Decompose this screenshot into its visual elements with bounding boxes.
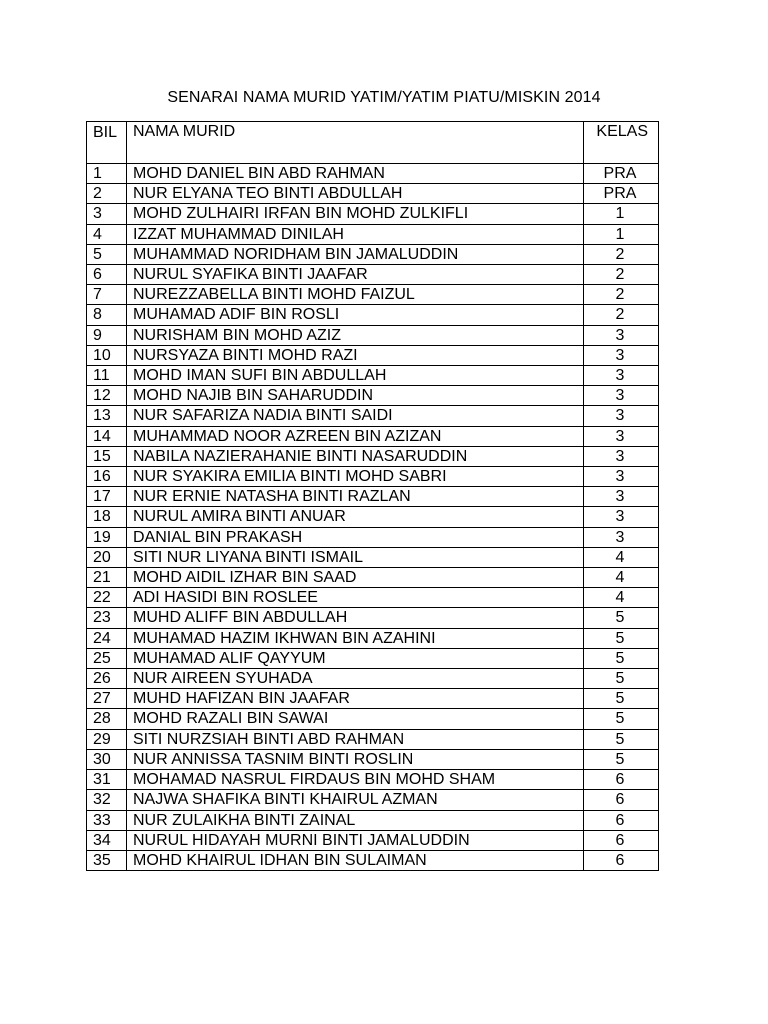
- row-number: 25: [87, 648, 127, 668]
- table-row: [87, 770, 659, 790]
- table-header-row: [87, 122, 659, 164]
- table-row: [87, 749, 659, 769]
- table-row: [87, 164, 659, 184]
- student-class: 5: [584, 689, 659, 709]
- table-row: [87, 265, 659, 285]
- table-row: [87, 244, 659, 264]
- student-class: PRA: [584, 184, 659, 204]
- table-row: [87, 669, 659, 689]
- row-number: 1: [87, 164, 127, 184]
- student-class: 5: [584, 608, 659, 628]
- student-class: PRA: [584, 164, 659, 184]
- table-row: [87, 547, 659, 567]
- student-name: DANIAL BIN PRAKASH: [127, 527, 584, 547]
- table-row: [87, 850, 659, 870]
- table-row: [87, 285, 659, 305]
- student-class: 1: [584, 224, 659, 244]
- table-row: [87, 527, 659, 547]
- column-header-name: NAMA MURID: [127, 122, 584, 164]
- student-class: 3: [584, 386, 659, 406]
- student-name: NURUL AMIRA BINTI ANUAR: [127, 507, 584, 527]
- row-number: 14: [87, 426, 127, 446]
- student-name: MUHD HAFIZAN BIN JAAFAR: [127, 689, 584, 709]
- student-class: 3: [584, 467, 659, 487]
- row-number: 4: [87, 224, 127, 244]
- student-class: 3: [584, 527, 659, 547]
- table-row: [87, 184, 659, 204]
- student-class: 1: [584, 204, 659, 224]
- table-row: [87, 305, 659, 325]
- student-name: NUR ANNISSA TASNIM BINTI ROSLIN: [127, 749, 584, 769]
- student-name: MUHAMMAD NORIDHAM BIN JAMALUDDIN: [127, 244, 584, 264]
- student-class: 6: [584, 790, 659, 810]
- student-name: MOHD NAJIB BIN SAHARUDDIN: [127, 386, 584, 406]
- student-name: MOHD RAZALI BIN SAWAI: [127, 709, 584, 729]
- student-name: MOHD ZULHAIRI IRFAN BIN MOHD ZULKIFLI: [127, 204, 584, 224]
- table-row: [87, 830, 659, 850]
- student-name: IZZAT MUHAMMAD DINILAH: [127, 224, 584, 244]
- row-number: 26: [87, 669, 127, 689]
- table-row: [87, 790, 659, 810]
- student-name: MOHD IMAN SUFI BIN ABDULLAH: [127, 366, 584, 386]
- student-name: MOHD AIDIL IZHAR BIN SAAD: [127, 568, 584, 588]
- student-class: 5: [584, 669, 659, 689]
- table-row: [87, 608, 659, 628]
- table-row: [87, 386, 659, 406]
- column-header-bil: BIL: [87, 122, 127, 164]
- row-number: 29: [87, 729, 127, 749]
- student-class: 2: [584, 244, 659, 264]
- student-class: 3: [584, 406, 659, 426]
- student-class: 5: [584, 749, 659, 769]
- student-class: 3: [584, 446, 659, 466]
- table-body: [87, 164, 659, 871]
- row-number: 23: [87, 608, 127, 628]
- student-class: 4: [584, 568, 659, 588]
- student-class: 2: [584, 285, 659, 305]
- student-class: 6: [584, 830, 659, 850]
- row-number: 16: [87, 467, 127, 487]
- row-number: 27: [87, 689, 127, 709]
- student-name: MOHAMAD NASRUL FIRDAUS BIN MOHD SHAM: [127, 770, 584, 790]
- table-row: [87, 325, 659, 345]
- student-name: NUR ZULAIKHA BINTI ZAINAL: [127, 810, 584, 830]
- student-class: 3: [584, 426, 659, 446]
- table-row: [87, 487, 659, 507]
- student-name: MUHAMAD ALIF QAYYUM: [127, 648, 584, 668]
- row-number: 13: [87, 406, 127, 426]
- student-name: NUR AIREEN SYUHADA: [127, 669, 584, 689]
- table-row: [87, 426, 659, 446]
- table-row: [87, 729, 659, 749]
- student-name: MUHAMMAD NOOR AZREEN BIN AZIZAN: [127, 426, 584, 446]
- table-row: [87, 709, 659, 729]
- student-class: 2: [584, 305, 659, 325]
- table-row: [87, 224, 659, 244]
- row-number: 34: [87, 830, 127, 850]
- student-name: NURUL HIDAYAH MURNI BINTI JAMALUDDIN: [127, 830, 584, 850]
- row-number: 2: [87, 184, 127, 204]
- row-number: 30: [87, 749, 127, 769]
- row-number: 12: [87, 386, 127, 406]
- student-class: 4: [584, 547, 659, 567]
- row-number: 21: [87, 568, 127, 588]
- row-number: 3: [87, 204, 127, 224]
- student-name: NUR SAFARIZA NADIA BINTI SAIDI: [127, 406, 584, 426]
- row-number: 28: [87, 709, 127, 729]
- table-row: [87, 689, 659, 709]
- row-number: 32: [87, 790, 127, 810]
- table-row: [87, 810, 659, 830]
- student-class: 3: [584, 325, 659, 345]
- table-row: [87, 467, 659, 487]
- table-row: [87, 507, 659, 527]
- student-class: 6: [584, 810, 659, 830]
- row-number: 5: [87, 244, 127, 264]
- table-row: [87, 568, 659, 588]
- row-number: 19: [87, 527, 127, 547]
- table-row: [87, 588, 659, 608]
- student-class: 2: [584, 265, 659, 285]
- student-name: NUR ERNIE NATASHA BINTI RAZLAN: [127, 487, 584, 507]
- table-row: [87, 366, 659, 386]
- student-name: NURSYAZA BINTI MOHD RAZI: [127, 345, 584, 365]
- student-class: 5: [584, 729, 659, 749]
- table-row: [87, 648, 659, 668]
- student-class: 3: [584, 345, 659, 365]
- student-name: MUHD ALIFF BIN ABDULLAH: [127, 608, 584, 628]
- row-number: 9: [87, 325, 127, 345]
- student-class: 3: [584, 366, 659, 386]
- student-name: NURUL SYAFIKA BINTI JAAFAR: [127, 265, 584, 285]
- table-row: [87, 446, 659, 466]
- row-number: 31: [87, 770, 127, 790]
- student-name: NAJWA SHAFIKA BINTI KHAIRUL AZMAN: [127, 790, 584, 810]
- student-name: ADI HASIDI BIN ROSLEE: [127, 588, 584, 608]
- row-number: 7: [87, 285, 127, 305]
- row-number: 15: [87, 446, 127, 466]
- row-number: 18: [87, 507, 127, 527]
- row-number: 20: [87, 547, 127, 567]
- student-class: 5: [584, 709, 659, 729]
- row-number: 8: [87, 305, 127, 325]
- student-name: SITI NURZSIAH BINTI ABD RAHMAN: [127, 729, 584, 749]
- student-name: NUR ELYANA TEO BINTI ABDULLAH: [127, 184, 584, 204]
- column-header-kelas: KELAS: [584, 122, 659, 164]
- student-class: 6: [584, 850, 659, 870]
- student-name: NUR SYAKIRA EMILIA BINTI MOHD SABRI: [127, 467, 584, 487]
- student-name: NURISHAM BIN MOHD AZIZ: [127, 325, 584, 345]
- row-number: 33: [87, 810, 127, 830]
- student-class: 3: [584, 487, 659, 507]
- row-number: 24: [87, 628, 127, 648]
- table-row: [87, 406, 659, 426]
- document-title: SENARAI NAMA MURID YATIM/YATIM PIATU/MISKIN 2014: [167, 89, 601, 106]
- student-name: SITI NUR LIYANA BINTI ISMAIL: [127, 547, 584, 567]
- student-class: 5: [584, 628, 659, 648]
- row-number: 10: [87, 345, 127, 365]
- student-name: MUHAMAD HAZIM IKHWAN BIN AZAHINI: [127, 628, 584, 648]
- table-row: [87, 204, 659, 224]
- row-number: 17: [87, 487, 127, 507]
- table-row: [87, 628, 659, 648]
- student-name: MOHD KHAIRUL IDHAN BIN SULAIMAN: [127, 850, 584, 870]
- student-class: 4: [584, 588, 659, 608]
- row-number: 6: [87, 265, 127, 285]
- row-number: 35: [87, 850, 127, 870]
- table-row: [87, 345, 659, 365]
- student-class: 6: [584, 770, 659, 790]
- student-name: MUHAMAD ADIF BIN ROSLI: [127, 305, 584, 325]
- student-name: NABILA NAZIERAHANIE BINTI NASARUDDIN: [127, 446, 584, 466]
- row-number: 11: [87, 366, 127, 386]
- student-list-table: [86, 121, 659, 871]
- row-number: 22: [87, 588, 127, 608]
- student-name: NUREZZABELLA BINTI MOHD FAIZUL: [127, 285, 584, 305]
- student-name: MOHD DANIEL BIN ABD RAHMAN: [127, 164, 584, 184]
- student-class: 3: [584, 507, 659, 527]
- student-class: 5: [584, 648, 659, 668]
